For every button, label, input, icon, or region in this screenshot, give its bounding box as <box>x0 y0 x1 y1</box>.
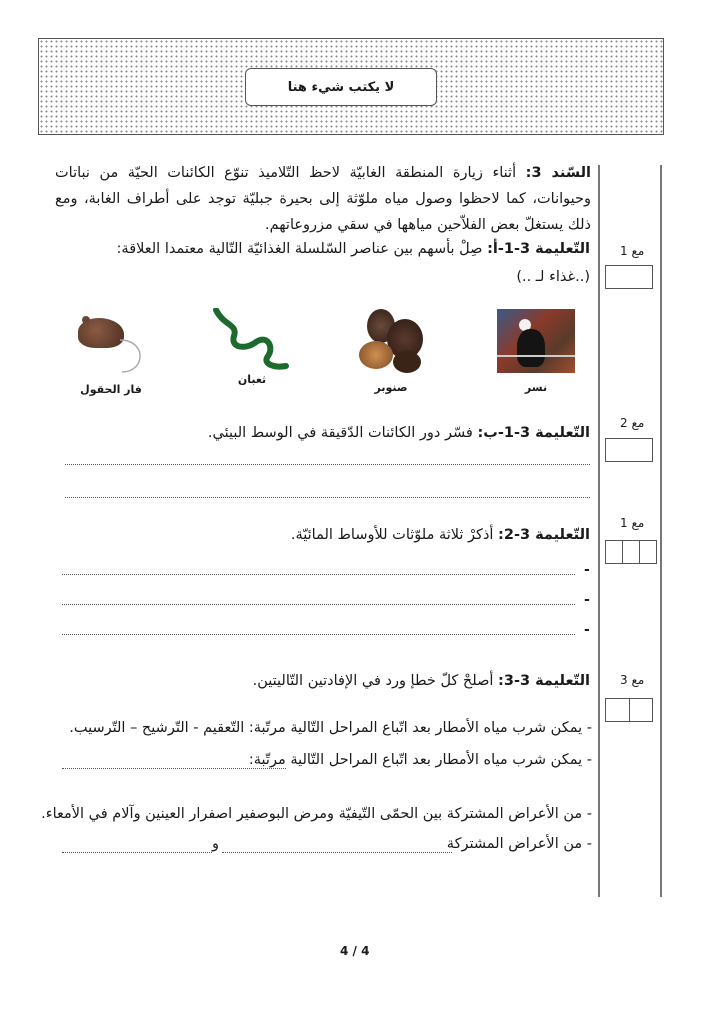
q1a-text: صِلْ بأسهم بين عناصر السّلسلة الغذائيّة التّالية معتمدا العلاقة: <box>116 241 483 257</box>
q3-label: التّعليمة 3-3: <box>498 673 590 689</box>
q2-score-box[interactable] <box>605 540 657 564</box>
answer-line[interactable] <box>62 634 575 635</box>
organism-caption: نسر <box>524 381 548 394</box>
answer-line[interactable] <box>62 852 212 853</box>
q3-text: أصلحْ كلّ خطإ ورد في الإفادتين التّاليتين. <box>252 673 494 689</box>
answer-line[interactable] <box>62 604 575 605</box>
margin-line-inner <box>598 165 600 897</box>
organism-caption: فار الحقول <box>80 383 142 396</box>
bullet-dash: - <box>584 622 590 638</box>
q3-score-label: مع 3 <box>620 673 645 687</box>
eagle-image <box>497 309 575 373</box>
q3-statement-2: - من الأعراض المشتركة بين الحمّى التّيفيّة ومرض البوصفير اصفرار العينين وآلام في الأمعاء. <box>41 806 592 822</box>
answer-line[interactable] <box>65 464 590 465</box>
answer-line[interactable] <box>65 497 590 498</box>
do-not-write-label: لا يكتب شيء هنا <box>245 68 437 106</box>
context-paragraph <box>55 160 591 238</box>
q1a-instruction <box>117 241 590 257</box>
organism-caption: ثعبان <box>237 373 267 386</box>
q1b-score-box[interactable] <box>605 438 653 462</box>
q1a-relation: (..غذاء لـ ..) <box>516 269 590 285</box>
q3-score-box[interactable] <box>605 698 653 722</box>
pine-cone-image <box>353 307 429 375</box>
q2-text: أذكرْ ثلاثة ملوّثات للأوساط المائيّة. <box>290 527 494 543</box>
answer-line[interactable] <box>62 768 286 769</box>
q1a-score-box[interactable] <box>605 265 653 289</box>
q2-instruction <box>291 527 590 543</box>
q1b-score-label: مع 2 <box>620 416 645 430</box>
q3-instruction <box>253 673 590 689</box>
answer-line[interactable] <box>62 574 575 575</box>
q3-answer-2: - من الأعراض المشتركة <box>446 836 592 852</box>
context-title: السّند 3: <box>525 165 591 181</box>
context-text: أثناء زيارة المنطقة الغابيّة لاحظ التّلاميذ تنوّع الكائنات الحيّة من نباتات وحيوانات، كما لاحظوا وصول مياه ملوّثة إلى بحيرة جبليّة توجد على أطراف الغابة، ومع ذلك يستغلّ بعض الفلاّحين مياهها في سقي مزروعاتهم. <box>55 165 591 233</box>
q3-answer-1-text: - يمكن شرب مياه الأمطار بعد اتّباع المراحل التّالية مرتّبة: <box>248 752 592 768</box>
margin-line-outer <box>660 165 662 897</box>
snake-image <box>212 308 292 374</box>
q1a-score-label: مع 1 <box>620 244 645 258</box>
field-mouse-image <box>74 312 146 376</box>
answer-line[interactable] <box>222 852 452 853</box>
q3-statement-1: - يمكن شرب مياه الأمطار بعد اتّباع المراحل التّالية مرتّبة: التّعقيم - التّرشيح – التّرسيب. <box>69 720 592 736</box>
organism-caption: صنوبر <box>374 381 408 394</box>
q1a-label: التّعليمة 3-1-أ: <box>487 241 590 257</box>
q2-score-label: مع 1 <box>620 516 645 530</box>
q1b-text: فسّر دور الكائنات الدّقيقة في الوسط البيئي. <box>207 425 473 441</box>
page-number: 4 / 4 <box>340 944 370 958</box>
q2-label: التّعليمة 3-2: <box>498 527 590 543</box>
q3-answer-1 <box>249 752 592 768</box>
bullet-dash: - <box>584 592 590 608</box>
q3-answer-2-conj: و <box>212 836 220 852</box>
q1b-label: التّعليمة 3-1-ب: <box>477 425 590 441</box>
q1b-instruction <box>208 425 590 441</box>
bullet-dash: - <box>584 562 590 578</box>
